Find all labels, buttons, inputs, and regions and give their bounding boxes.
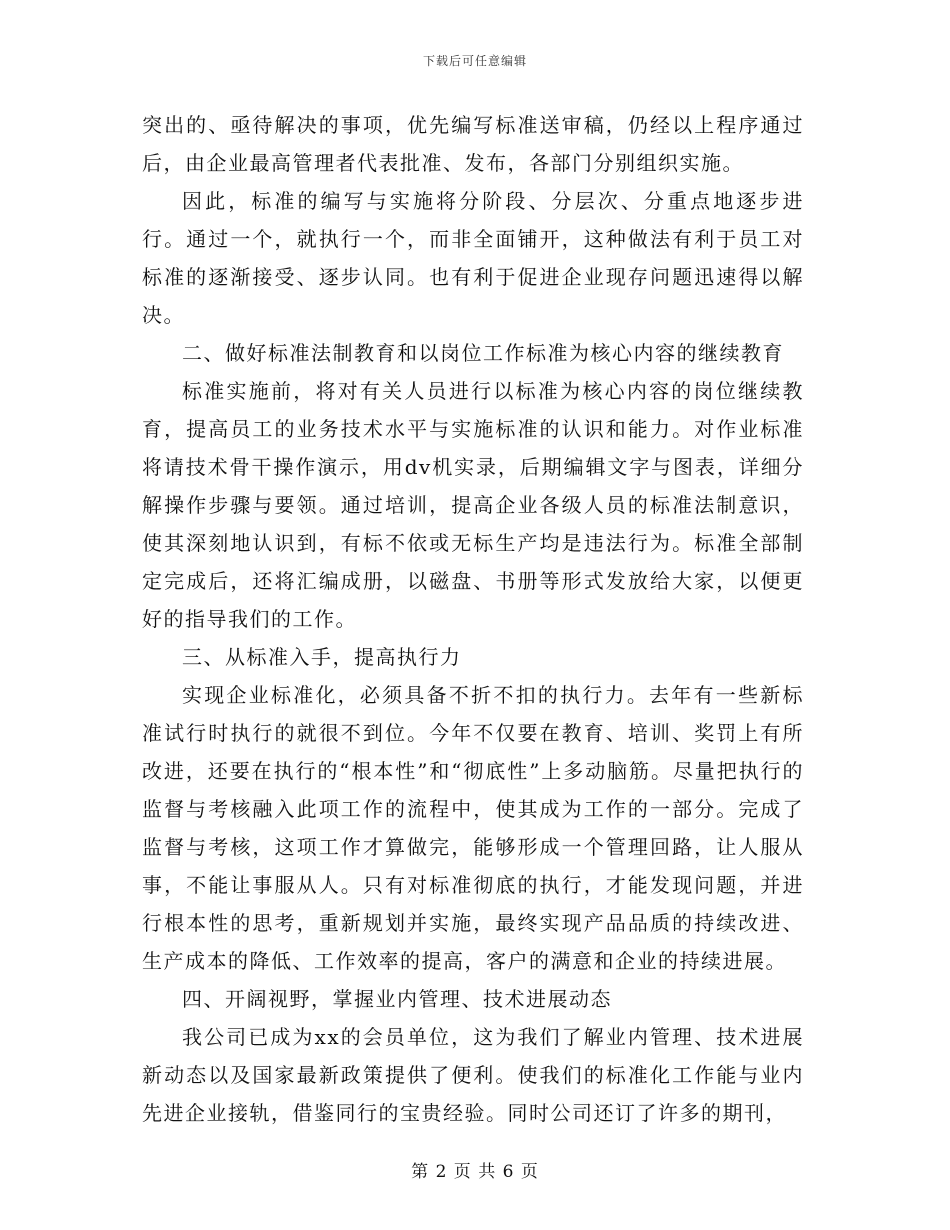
paragraph: 因此，标准的编写与实施将分阶段、分层次、分重点地逐步进行。通过一个，就执行一个，而非全面铺开，这种做法有利于员工对标准的逐渐接受、逐步认同。也有利于促进企业现存问题迅速得以解决。	[142, 189, 804, 327]
section-heading-2: 二、做好标准法制教育和以岗位工作标准为核心内容的继续教育	[182, 341, 784, 365]
page-header-note: 下载后可任意编辑	[422, 54, 527, 68]
paragraph: 实现企业标准化，必须具备不折不扣的执行力。去年有一些新标准试行时执行的就很不到位。今年不仅要在教育、培训、奖罚上有所改进，还要在执行的“根本性”和“彻底性”上多动脑筋。尽量把执行的监督与考核融入此项工作的流程中，使其成为工作的一部分。完成了监督与考核，这项工作才算做完，能够形成一个管理回路，让人服从事，不能让事服从人。只有对标准彻底的执行，才能发现问题，并进行根本性的思考，重新规划并实施，最终实现产品品质的持续改进、生产成本的降低、工作效率的提高，客户的满意和企业的持续进展。	[142, 683, 804, 973]
section-heading-3: 三、从标准入手，提高执行力	[182, 645, 462, 669]
paragraph-continuation: 突出的、亟待解决的事项，优先编写标准送审稿，仍经以上程序通过后，由企业最高管理者代表批准、发布，各部门分别组织实施。	[142, 113, 804, 175]
paragraph: 标准实施前，将对有关人员进行以标准为核心内容的岗位继续教育，提高员工的业务技术水平与实施标准的认识和能力。对作业标准将请技术骨干操作演示，用dv机实录，后期编辑文字与图表，详细分解操作步骤与要领。通过培训，提高企业各级人员的标准法制意识，使其深刻地认识到，有标不依或无标生产均是违法行为。标准全部制定完成后，还将汇编成册，以磁盘、书册等形式发放给大家，以便更好的指导我们的工作。	[142, 379, 804, 631]
page-number-footer: 第 2 页 共 6 页	[411, 1162, 539, 1182]
paragraph: 我公司已成为xx的会员单位，这为我们了解业内管理、技术进展新动态以及国家最新政策提供了便利。使我们的标准化工作能与业内先进企业接轨，借鉴同行的宝贵经验。同时公司还订了许多的期刊，	[142, 1025, 804, 1125]
document-body	[142, 106, 804, 1132]
section-heading-4: 四、开阔视野，掌握业内管理、技术进展动态	[182, 987, 612, 1011]
